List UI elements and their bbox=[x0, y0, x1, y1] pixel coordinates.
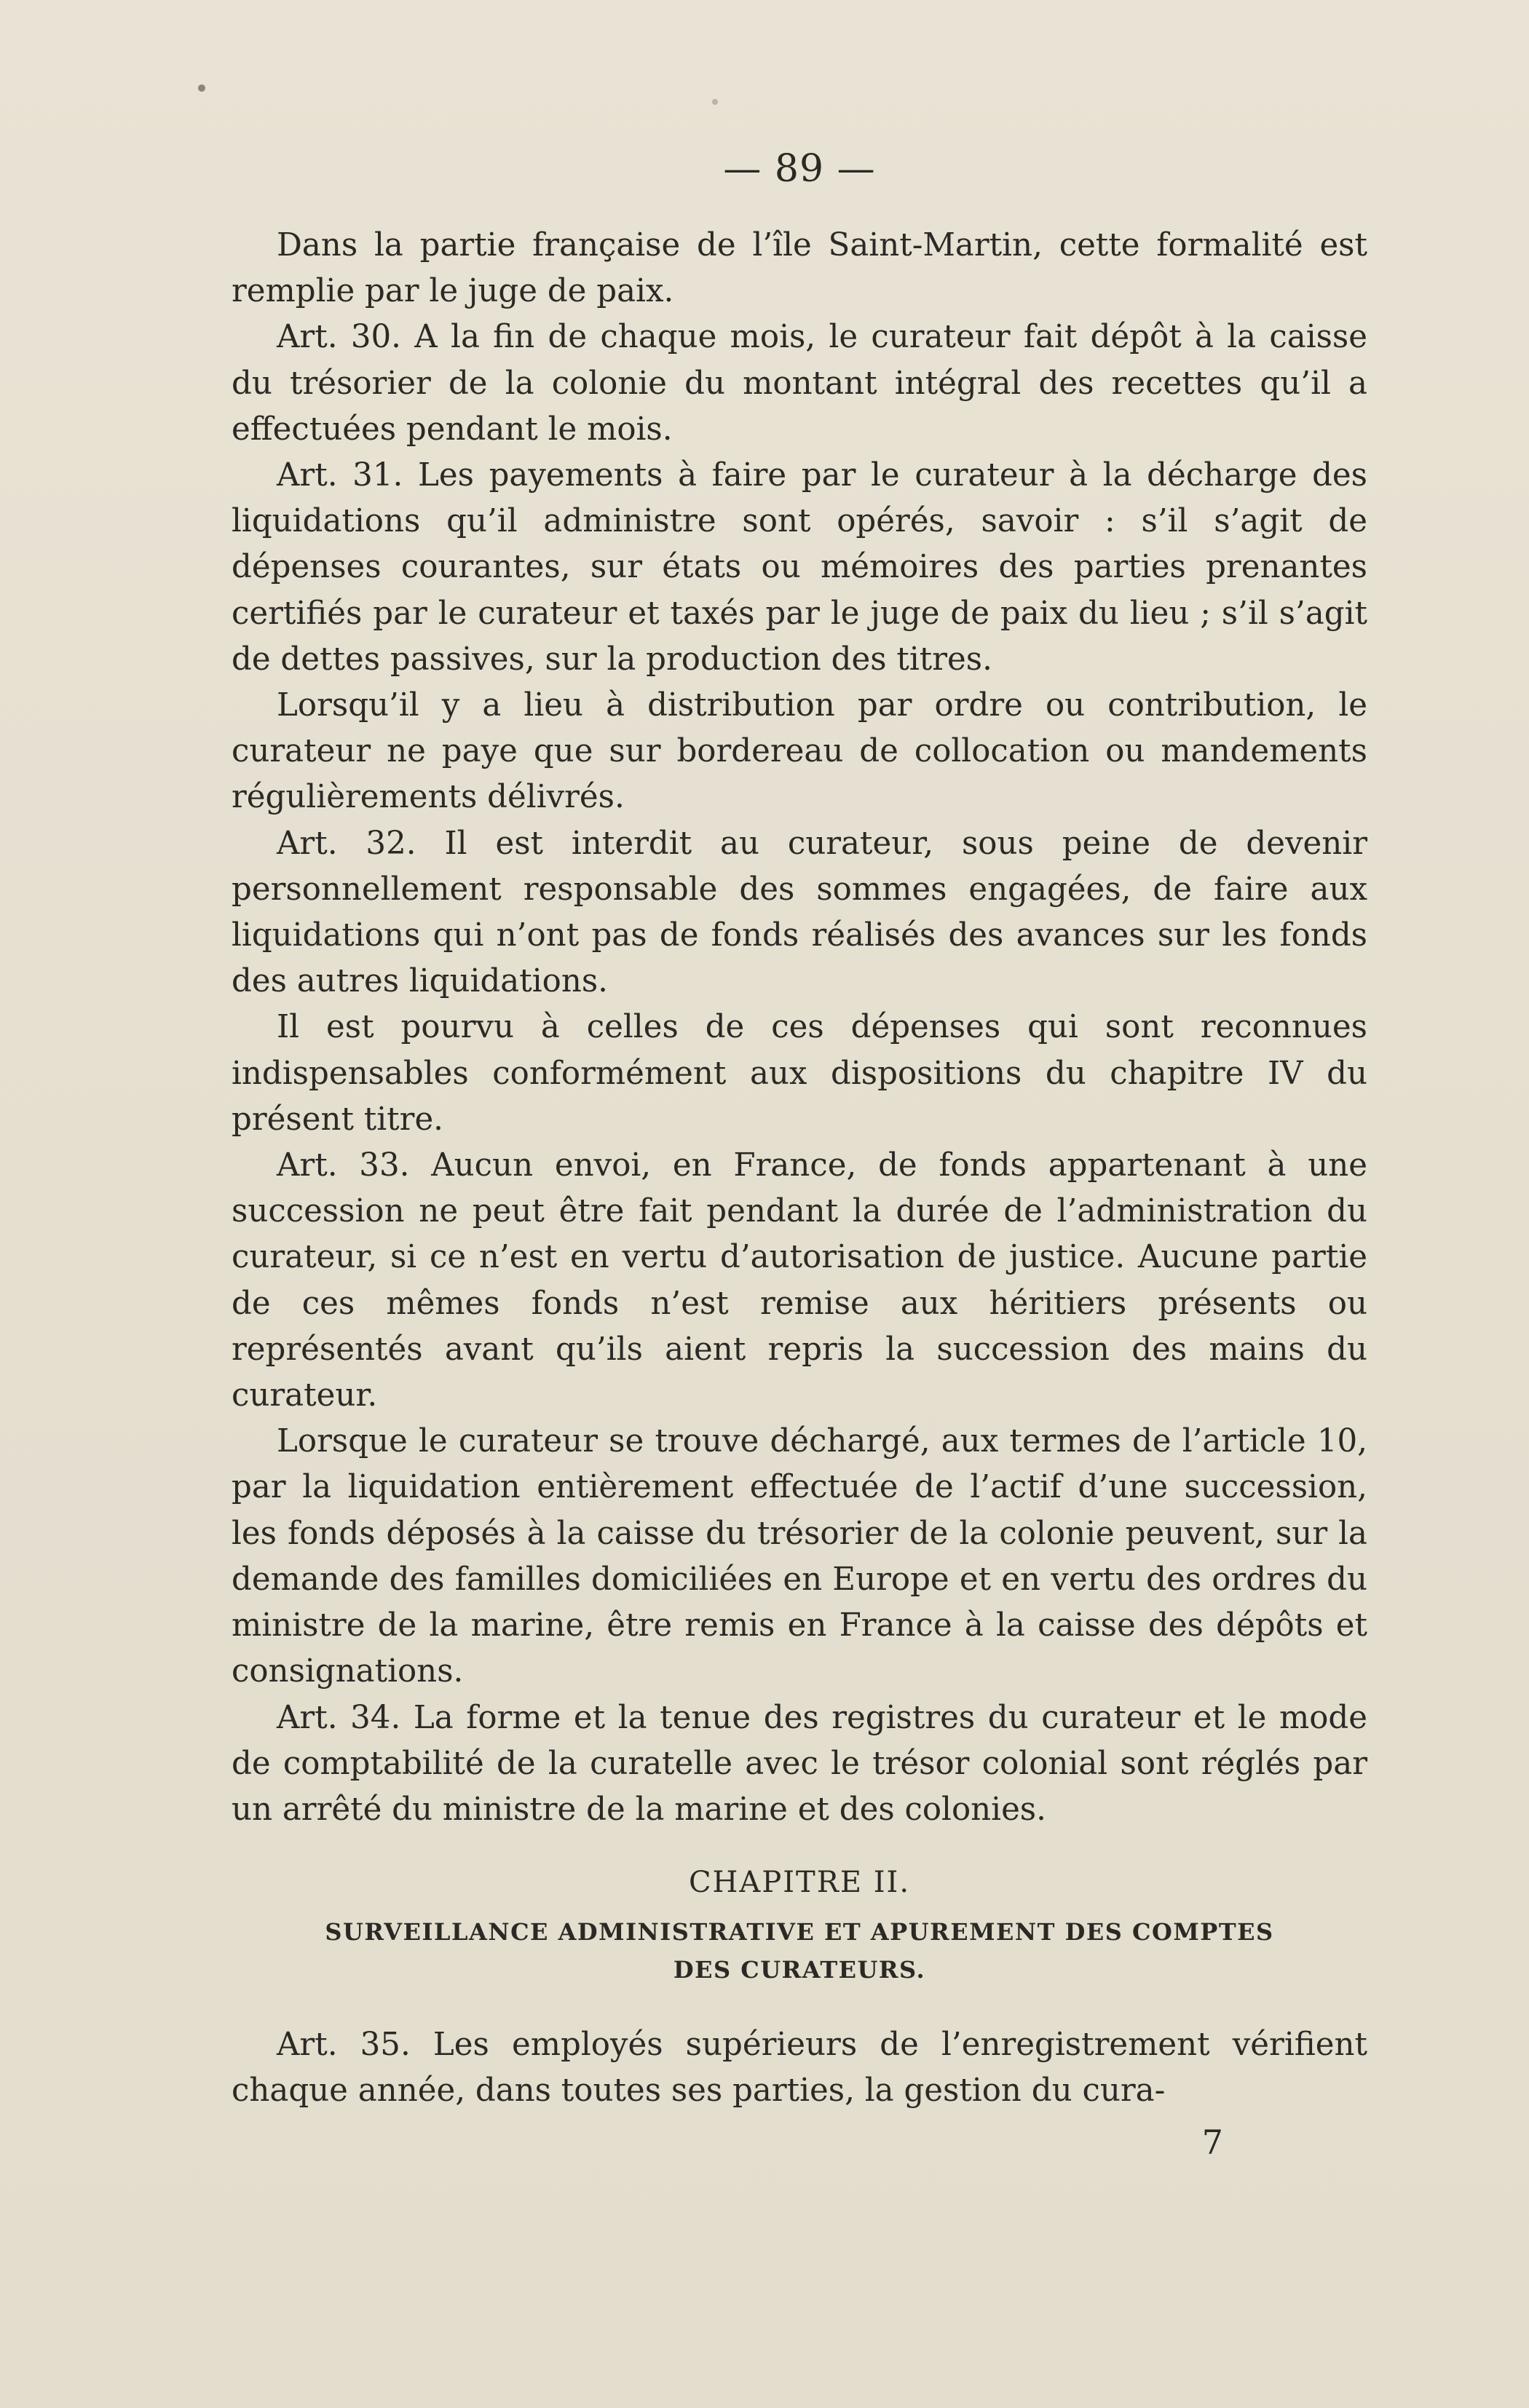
paragraph-art-33: Art. 33. Aucun envoi, en France, de fonds appartenant à une succession ne peut être fait pendant la durée de l’administration du curateur, si ce n’est en vertu d’autorisation de justice. Aucune partie de ces mêmes fonds n’est remise aux héritiers présents ou représentés avant qu’ils aient repris la succession des mains du curateur. bbox=[232, 1147, 1367, 1414]
paper-speck bbox=[712, 99, 718, 105]
page-text-block bbox=[232, 143, 1367, 2164]
paper-speck bbox=[198, 84, 205, 92]
paragraph: Il est pourvu à celles de ces dépenses qui sont reconnues indispensables conformément aux dispositions du chapitre IV du présent titre. bbox=[232, 1009, 1367, 1138]
paragraph-art-31: Art. 31. Les payements à faire par le curateur à la décharge des liquidations qu’il administre sont opérés, savoir : s’il s’agit de dépenses courantes, sur états ou mémoires des parties prenantes certifiés par le curateur et taxés par le juge de paix du lieu ; s’il s’agit de dettes passives, sur la production des titres. bbox=[232, 457, 1367, 678]
paragraph-art-32: Art. 32. Il est interdit au curateur, sous peine de devenir personnellement responsable des sommes engagées, de faire aux liquidations qui n’ont pas de fonds réalisés des avances sur les fonds des autres liquidations. bbox=[232, 825, 1367, 1000]
page-number: — 89 — bbox=[723, 147, 876, 191]
chapter-title: CHAPITRE II. bbox=[688, 1866, 911, 1900]
paragraph-art-35: Art. 35. Les employés supérieurs de l’enregistrement vérifient chaque année, dans toutes ses parties, la gestion du cura- bbox=[232, 2027, 1367, 2110]
chapter-subtitle: DES CURATEURS. bbox=[673, 1956, 926, 1984]
paragraph: Lorsque le curateur se trouve déchargé, aux termes de l’article 10, par la liquidation entièrement effectuée de l’actif d’une succession, les fonds déposés à la caisse du trésorier de la colonie peuvent, sur la demande des familles domiciliées en Europe et en vertu des ordres du ministre de la marine, être remis en France à la caisse des dépôts et consignations. bbox=[232, 1423, 1367, 1690]
chapter-subtitle: SURVEILLANCE ADMINISTRATIVE ET APUREMENT DES COMPTES bbox=[325, 1918, 1274, 1946]
paragraph-art-30: Art. 30. A la fin de chaque mois, le curateur fait dépôt à la caisse du trésorier de la colonie du montant intégral des recettes qu’il a effectuées pendant le mois. bbox=[232, 319, 1367, 448]
signature-mark: 7 bbox=[1201, 2122, 1223, 2162]
paragraph: Lorsqu’il y a lieu à distribution par ordre ou contribution, le curateur ne paye que sur bordereau de collocation ou mandements régulièrements délivrés. bbox=[232, 687, 1367, 816]
paragraph-art-34: Art. 34. La forme et la tenue des registres du curateur et le mode de comptabilité de la curatelle avec le trésor colonial sont réglés par un arrêté du ministre de la marine et des colonies. bbox=[232, 1699, 1367, 1828]
paragraph: Dans la partie française de l’île Saint-Martin, cette formalité est remplie par le juge de paix. bbox=[232, 227, 1367, 310]
